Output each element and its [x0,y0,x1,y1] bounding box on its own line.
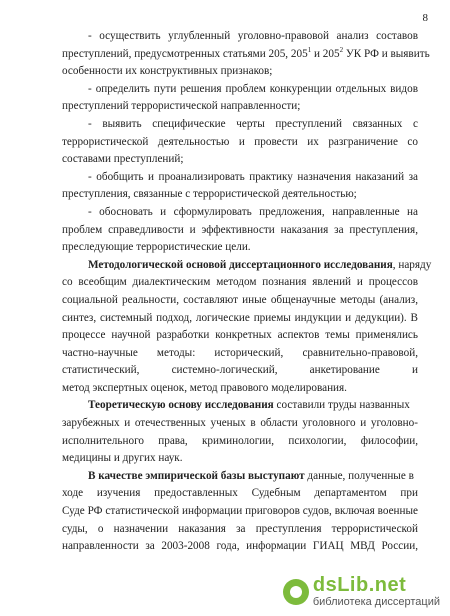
text-line: - осуществить углубленный уголовно-правовой анализ составов [88,30,418,42]
text-line: - определить пути решения проблем конкуренции отдельных видов [88,82,418,95]
watermark-title: dsLib.net [312,574,407,596]
text-line: преступлений террористической направленности; [62,100,301,113]
text-line: со всеобщим диалектическим методом познания явлений и процессов [62,276,418,289]
text-line: преступления, связанные с террористической деятельностью; [62,188,357,201]
text-line: метод экспертных оценок, метод правового моделирования. [62,381,347,394]
text-line: Теоретическую основу исследования составили труды названных [88,399,410,412]
text-line: особенности их конструктивных признаков; [62,65,273,78]
text-line: - обосновать и сформулировать предложения, направленные на [88,205,418,218]
text-line: частно-научные методы: исторический, сравнительно-правовой, [62,346,418,359]
text-line: В качестве эмпирической базы выступают данные, полученные в [88,469,414,482]
page-number: 8 [422,12,428,24]
text-line: направленности за 2003-2008 года, информации ГИАЦ МВД России, [62,540,418,553]
document-body [62,28,432,556]
text-line: статистический, системно-логический, анкетирование и [62,364,418,377]
text-line: ходе изучения предоставленных Судебным департаментом при [62,487,418,500]
text-line: Методологической основой диссертационного исследования, наряду [88,258,432,271]
text-line: - обобщить и проанализировать практику назначения наказаний за [88,170,418,183]
text-line: процессе научной разработки конкретных аспектов темы применялись [62,329,418,342]
dslib-logo-icon [283,579,309,605]
text-line: суды, о назначении наказания за преступления террористической [62,522,418,535]
watermark [283,575,440,608]
text-line: преступлений, предусмотренных статьями 205, $205^1$ и $205^2$ УК РФ и выявить [62,45,430,60]
methodology-heading: Методологической основой диссертационного исследования [88,258,393,271]
text-line: проблем справедливости и эффективности наказания за преступления, [62,223,418,236]
text-line: синтез, системный подход, логические приемы индукции и дедукции). В [62,311,418,324]
text-line: - выявить специфические черты преступлений связанных с [88,117,418,130]
text-line: террористической деятельностью и провести их разграничение со [62,135,418,148]
text-line: составами преступлений; [62,153,184,166]
theory-heading: Теоретическую основу исследования [88,399,274,412]
text-line: зарубежных и отечественных ученых в области уголовного и уголовно- [62,417,418,430]
text-line: медицины и других наук. [62,452,183,465]
text-line: социальной реальности, составляют иные общенаучные методы (анализ, [62,293,418,306]
text-line: Суде РФ статистической информации приговоров судов, включая военные [62,505,418,518]
text-line: преследующие террористические цели. [62,241,251,254]
watermark-subtitle: библиотека диссертаций [312,596,440,608]
empirical-heading: В качестве эмпирической базы выступают [88,469,305,482]
text-line: исполнительного права, криминологии, психологии, философии, [62,434,418,447]
